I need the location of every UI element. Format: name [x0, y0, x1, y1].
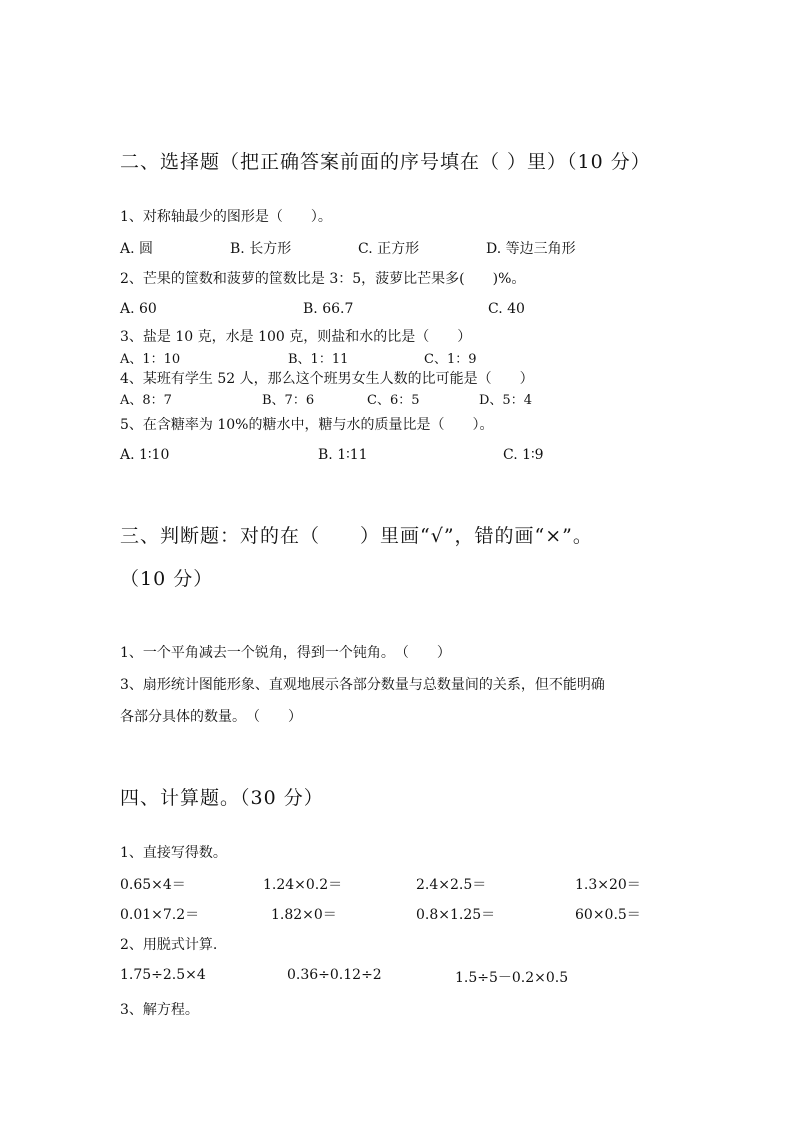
q2-option-b: B. 66.7: [303, 301, 354, 317]
calc-item: 60×0.5＝: [575, 907, 641, 923]
q4-text: 4、某班有学生 52 人，那么这个班男女生人数的比可能是（ ）: [120, 371, 534, 387]
q3-text: 3、盐是 10 克，水是 100 克，则盐和水的比是（ ）: [120, 329, 472, 345]
q3-option-c: C、1：9: [424, 352, 477, 367]
q1-option-a: A. 圆: [120, 241, 154, 257]
section3-score: （10 分）: [120, 568, 214, 590]
q1-option-c: C. 正方形: [358, 241, 420, 257]
calc-item: 0.65×4＝: [120, 877, 186, 893]
calc-item: 1.3×20＝: [575, 877, 641, 893]
judge-item-3: 3、扇形统计图能形象、直观地展示各部分数量与总数量间的关系，但不能明确: [120, 677, 605, 693]
judge-item-1: 1、一个平角减去一个锐角，得到一个钝角。 （ ）: [120, 645, 451, 661]
calc-q3-title: 3、解方程。: [120, 1002, 199, 1018]
q3-option-a: A、1：10: [120, 352, 181, 367]
calc-item: 0.01×7.2＝: [120, 907, 200, 923]
q5-option-c: C. 1∶9: [503, 447, 544, 463]
calc-item: 1.75÷2.5×4: [120, 967, 206, 983]
section3-heading: 三、判断题：对的在（ ）里画“√”，错的画“×”。: [120, 525, 593, 547]
calc-item: 1.24×0.2＝: [263, 877, 343, 893]
q5-option-a: A. 1∶10: [120, 447, 170, 463]
q2-text: 2、芒果的筐数和菠萝的筐数比是 3：5，菠萝比芒果多( )%。: [120, 271, 526, 287]
q4-option-a: A、8：7: [120, 393, 172, 408]
q1-text: 1、对称轴最少的图形是（ ）。: [120, 209, 332, 225]
q4-option-d: D、5：4: [479, 393, 532, 408]
calc-q2-title: 2、用脱式计算.: [120, 937, 218, 953]
q3-option-b: B、1：11: [288, 352, 349, 367]
calc-q1-title: 1、直接写得数。: [120, 845, 227, 861]
q4-option-c: C、6：5: [367, 393, 420, 408]
q2-option-c: C. 40: [488, 301, 525, 317]
calc-item: 1.5÷5－0.2×0.5: [455, 970, 569, 986]
calc-item: 0.36÷0.12÷2: [287, 967, 382, 983]
q5-option-b: B. 1∶11: [318, 447, 368, 463]
q2-option-a: A. 60: [120, 301, 157, 317]
judge-item-3-cont: 各部分具体的数量。 （ ）: [120, 709, 302, 725]
calc-item: 2.4×2.5＝: [416, 877, 487, 893]
q5-text: 5、在含糖率为 10%的糖水中，糖与水的质量比是（ ）。: [120, 417, 494, 433]
q1-option-b: B. 长方形: [230, 241, 292, 257]
calc-item: 1.82×0＝: [271, 907, 337, 923]
section2-heading: 二、选择题（把正确答案前面的序号填在（ ）里）（10 分）: [120, 151, 651, 173]
calc-item: 0.8×1.25＝: [416, 907, 496, 923]
q1-option-d: D. 等边三角形: [486, 241, 576, 257]
section4-heading: 四、计算题。（30 分）: [120, 787, 324, 809]
q4-option-b: B、7：6: [262, 393, 315, 408]
